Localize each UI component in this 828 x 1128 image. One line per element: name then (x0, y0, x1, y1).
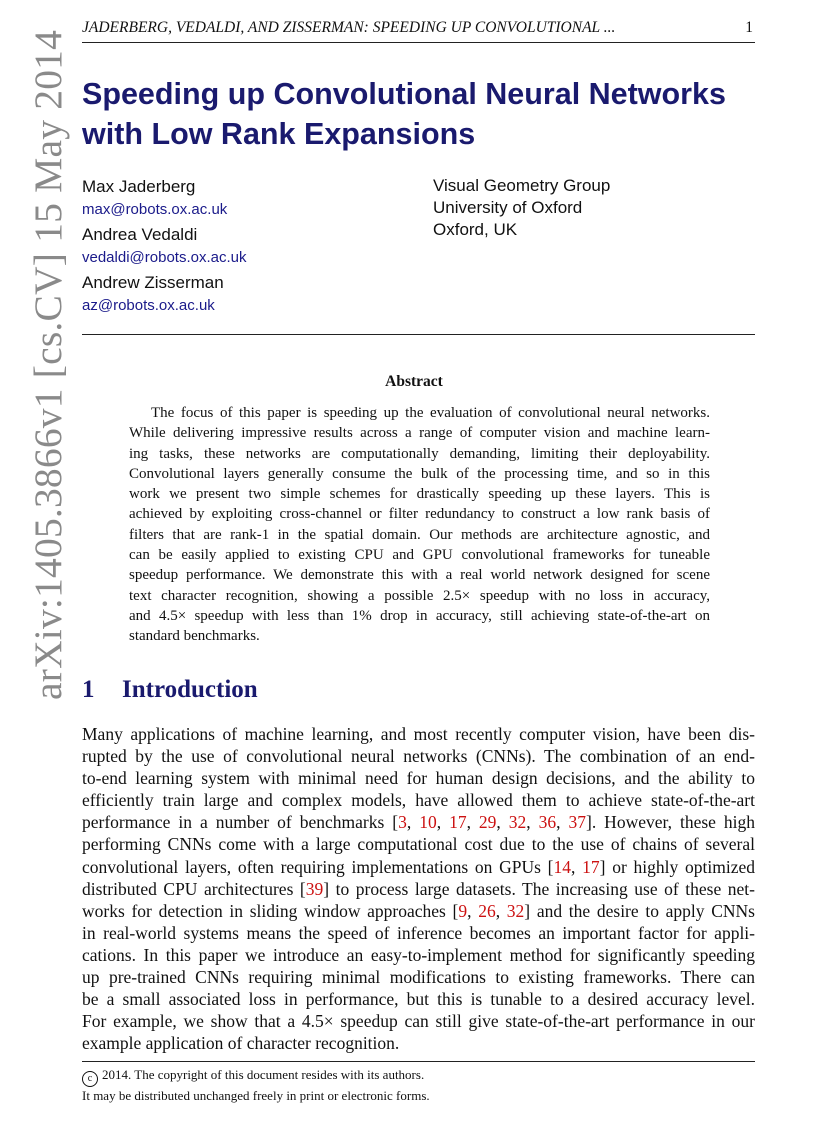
body-line (82, 944, 755, 966)
abstract-line: achieved by exploiting cross-channel or filter redundancy to construct a low rank basis of (129, 506, 710, 523)
abstract-line: and 4.5× speedup with less than 1% drop in accuracy, still achieving state-of-the-art on (129, 607, 710, 624)
author-name: Andrew Zisserman (82, 273, 224, 292)
body-text-segment: , (571, 856, 583, 877)
footnote-divider (82, 1061, 755, 1062)
author-block (82, 175, 412, 220)
body-line (82, 1010, 755, 1032)
paper-title-line: with Low Rank Expansions (82, 117, 476, 151)
citation-link[interactable]: 17 (582, 856, 600, 877)
author-email-link[interactable]: az@robots.ox.ac.uk (82, 297, 215, 314)
body-text-segment: , (496, 812, 509, 833)
body-text-segment: performing CNNs come with a large computational cost due to the use of chains of several (82, 834, 755, 855)
abstract-line: filters that are rank-1 in the spatial domain. Our methods are architecture agnostic, and (129, 526, 710, 543)
body-line (82, 988, 755, 1010)
body-text-segment: , (526, 812, 539, 833)
body-text-segment: up pre-trained CNNs requiring minimal modifications to existing frameworks. There can (82, 967, 755, 988)
body-text-segment: to-end learning system with minimal need for human design decisions, and the ability to (82, 768, 755, 789)
body-text-segment: , (406, 812, 420, 833)
section-title: Introduction (122, 676, 258, 703)
citation-link[interactable]: 26 (478, 900, 496, 921)
body-text-segment: efficiently train large and complex models, have allowed them to achieve state-of-the-art (82, 790, 755, 811)
affiliation-line: Visual Geometry Group (433, 176, 611, 195)
body-text-segment: example application of character recognition. (82, 1033, 400, 1054)
author-email-link[interactable]: vedaldi@robots.ox.ac.uk (82, 249, 247, 266)
body-text-segment: , (467, 900, 479, 921)
body-text-segment: cations. In this paper we introduce an easy-to-implement method for significantly speeding (82, 944, 755, 965)
body-line (82, 878, 755, 900)
abstract-heading: Abstract (385, 373, 443, 390)
body-text-segment: in real-world systems means the speed of inference becomes an important factor for appli- (82, 922, 755, 943)
footnote-line (82, 1066, 755, 1087)
body-line (82, 1032, 755, 1054)
citation-link[interactable]: 32 (508, 812, 527, 833)
affiliation-line: University of Oxford (433, 198, 583, 217)
abstract-line: standard benchmarks. (129, 628, 260, 645)
running-head (82, 16, 755, 43)
body-line (82, 856, 755, 878)
author-block (82, 271, 412, 316)
abstract-line: text character recognition, showing a possible 2.5× speedup with no loss in accuracy, (129, 587, 710, 604)
body-text-segment: distributed CPU architectures [ (82, 878, 306, 899)
body-line (82, 922, 755, 944)
body-text-segment: ] and the desire to apply CNNs (524, 900, 755, 921)
copyright-footnote (82, 1066, 755, 1105)
author-name: Max Jaderberg (82, 177, 196, 196)
author-list (82, 175, 412, 319)
citation-link[interactable]: 37 (568, 812, 586, 833)
affiliation-line: Oxford, UK (433, 220, 518, 239)
abstract-line: can be easily applied to existing CPU and GPU convolutional frameworks for tuneable (129, 547, 710, 564)
abstract-body (129, 403, 710, 647)
citation-link[interactable]: 36 (538, 812, 557, 833)
citation-link[interactable]: 17 (449, 812, 467, 833)
citation-link[interactable]: 39 (305, 878, 324, 899)
paper-title-line: Speeding up Convolutional Neural Networks (82, 77, 726, 111)
body-text-segment: , (436, 812, 450, 833)
body-text-segment: For example, we show that a 4.5× speedup can still give state-of-the-art performance in our (82, 1011, 755, 1032)
body-text-segment: works for detection in sliding window approaches [ (82, 900, 459, 921)
abstract-line: Convolutional layers generally consume the bulk of the processing time, and so in this (129, 465, 710, 482)
body-line (82, 789, 755, 811)
body-text-segment: , (495, 900, 507, 921)
copyright-text: 2014. The copyright of this document resides with its authors. (102, 1067, 425, 1082)
section-number: 1 (82, 676, 95, 703)
author-block (82, 223, 412, 268)
body-text-segment: performance in a number of benchmarks [ (82, 812, 399, 833)
footnote-line: It may be distributed unchanged freely in print or electronic forms. (82, 1088, 430, 1103)
abstract-line: speedup performance. We demonstrate this with a real world network designed for scene (129, 567, 710, 584)
title-divider (82, 334, 755, 335)
body-line (82, 833, 755, 855)
citation-link[interactable]: 10 (419, 812, 437, 833)
affiliation-block (433, 175, 753, 241)
citation-link[interactable]: 14 (553, 856, 572, 877)
body-text-segment: , (556, 812, 569, 833)
body-text-segment: ] to process large datasets. The increasing use of these net- (323, 878, 755, 899)
body-line (82, 966, 755, 988)
body-text-segment: Many applications of machine learning, and most recently computer vision, have been dis- (82, 724, 755, 744)
body-text-segment: ]. However, these high (586, 812, 756, 833)
body-line (82, 745, 755, 767)
body-text-segment: be a small associated loss in performance, but this is tunable to a desired accuracy level. (82, 989, 755, 1010)
abstract-line: ing tasks, these networks are computationally demanding, limiting their deployability. (129, 445, 710, 462)
page-number: 1 (745, 19, 753, 36)
arxiv-identifier-stamp: arXiv:1405.3866v1 [cs.CV] 15 May 2014 (26, 29, 70, 700)
body-line (82, 900, 755, 922)
citation-link[interactable]: 29 (478, 812, 497, 833)
copyright-icon: c (82, 1071, 98, 1087)
abstract-line: work we present two simple schemes for drastically speeding up these layers. This is (129, 486, 710, 503)
section-heading-introduction (82, 676, 258, 704)
abstract-line: The focus of this paper is speeding up the evaluation of convolutional neural networks. (151, 405, 710, 421)
running-head-title: JADERBERG, VEDALDI, AND ZISSERMAN: SPEEDING UP CONVOLUTIONAL ... (82, 19, 616, 36)
body-line (82, 767, 755, 789)
abstract-line: While delivering impressive results across a range of computer vision and machine learn- (129, 425, 710, 442)
body-text-segment: rupted by the use of convolutional neural networks (CNNs). The combination of an end- (82, 746, 755, 767)
body-line (82, 723, 755, 745)
introduction-body (82, 723, 755, 1054)
paper-title (82, 74, 782, 154)
citation-link[interactable]: 32 (506, 900, 525, 921)
body-line (82, 811, 755, 833)
body-text-segment: convolutional layers, often requiring implementations on GPUs [ (82, 856, 554, 877)
author-email-link[interactable]: max@robots.ox.ac.uk (82, 201, 228, 218)
author-name: Andrea Vedaldi (82, 225, 198, 244)
body-text-segment: ] or highly optimized (599, 856, 755, 877)
body-text-segment: , (466, 812, 479, 833)
citation-link[interactable]: 9 (458, 900, 468, 921)
citation-link[interactable]: 3 (398, 812, 407, 833)
